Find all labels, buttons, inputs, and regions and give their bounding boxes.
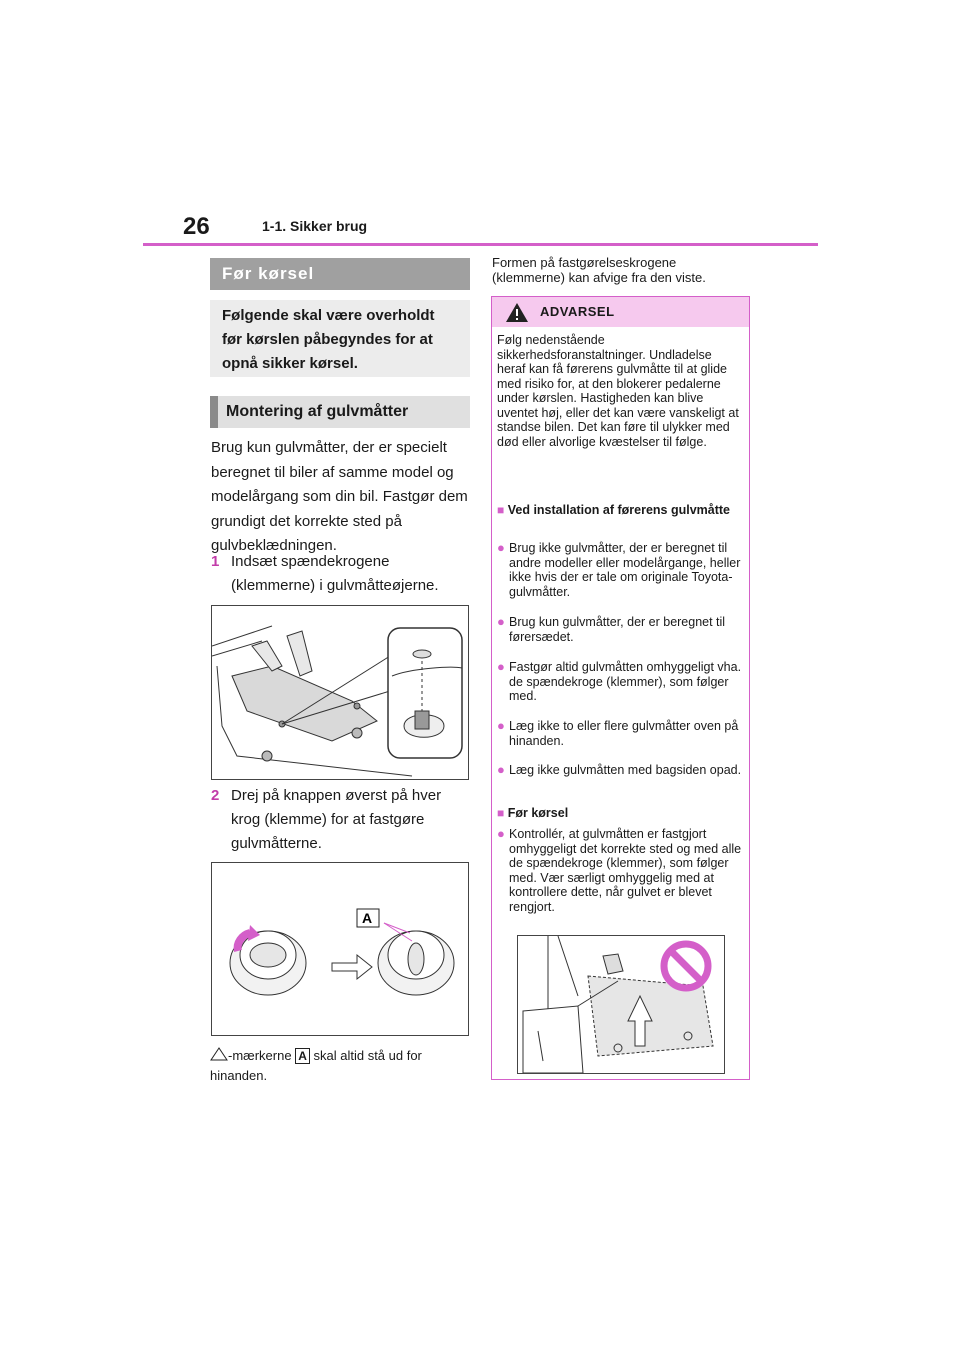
bullet-item xyxy=(497,827,742,914)
section-title: 1-1. Sikker brug xyxy=(262,218,368,234)
bullet-text: Læg ikke to eller flere gulvmåtter oven på hinanden. xyxy=(509,719,739,748)
caption-text-mid: -mærkerne xyxy=(228,1048,292,1063)
subheading-before-driving xyxy=(497,806,742,821)
clamp-shape-note: Formen på fastgørelseskrogene (klemmerne) kan afvige fra den viste. xyxy=(492,255,706,285)
square-bullet-icon: ■ xyxy=(497,806,505,820)
step-number: 1 xyxy=(211,553,220,570)
figure-caption xyxy=(210,1046,472,1086)
bullet-text: Fastgør altid gulvmåtten omhyggeligt vha. de spændekroge (klemmer), som følger med. xyxy=(509,660,742,703)
floor-mat-illustration xyxy=(212,606,468,779)
bullet-text: Kontrollér, at gulvmåtten er fastgjort omhyggeligt det korrekte sted og med alle de spændekroge (klemmer), som følger med. Vær særligt omhyggelig med at kontrollere dette, når gulvet er blevet rengjort. xyxy=(509,827,742,914)
bullet-text: Brug ikke gulvmåtter, der er beregnet til andre modeller eller modelårgange, heller ikke hvis der er tale om originale Toyota-gulvmåtter. xyxy=(509,541,741,599)
bullet-item xyxy=(497,660,742,704)
figure-label-a: A xyxy=(362,910,373,926)
bullet-item xyxy=(497,541,742,599)
dot-bullet-icon: ● xyxy=(497,762,505,777)
dot-bullet-icon: ● xyxy=(497,826,505,841)
bullet-text: Læg ikke gulvmåtten med bagsiden opad. xyxy=(509,763,742,777)
bullet-item xyxy=(497,719,742,748)
figure-incorrect-mat xyxy=(517,935,725,1074)
prohibited-icon xyxy=(664,944,708,988)
warning-header xyxy=(492,297,749,327)
subheading-driver-mat xyxy=(497,503,742,518)
caption-badge-a: A xyxy=(295,1048,310,1064)
square-bullet-icon: ■ xyxy=(497,503,505,517)
page-number: 26 xyxy=(183,213,210,240)
figure-knob-turn xyxy=(211,862,469,1036)
step-1 xyxy=(0,550,480,600)
heading-floor-mats: Montering af gulvmåtter xyxy=(210,396,470,428)
step-text: Indsæt spændekrogene (klemmerne) i gulvmåtteøjerne. xyxy=(231,553,439,594)
clamp-knob-illustration xyxy=(212,863,468,1035)
figure-mat-installation xyxy=(211,605,469,780)
intro-paragraph: Brug kun gulvmåtter, der er specielt beregnet til biler af samme model og modelårgang som din bil. Fastgør dem grundigt det korrekte sted på gulvbeklædningen. xyxy=(211,439,468,554)
heading-before-driving: Før kørsel xyxy=(210,258,470,290)
bullet-text: Brug kun gulvmåtter, der er beregnet til førersædet. xyxy=(509,615,726,644)
prohibited-mat-illustration xyxy=(518,936,724,1073)
warning-title: ADVARSEL xyxy=(540,304,615,319)
step-2 xyxy=(0,784,480,859)
subheading-text: Før kørsel xyxy=(507,806,569,820)
step-number: 2 xyxy=(211,787,220,804)
dot-bullet-icon: ● xyxy=(497,659,505,674)
dot-bullet-icon: ● xyxy=(497,540,505,555)
header-rule xyxy=(143,243,818,246)
dot-bullet-icon: ● xyxy=(497,614,505,629)
bullet-item xyxy=(497,763,742,778)
subheading-text: Ved installation af førerens gulvmåtte xyxy=(507,503,731,517)
triangle-mark-icon xyxy=(210,1047,228,1061)
warning-triangle-icon xyxy=(505,302,529,323)
step-text: Drej på knappen øverst på hver krog (klemme) for at fastgøre gulvmåtterne. xyxy=(231,787,442,852)
bullet-item xyxy=(497,615,742,644)
caption-text-end: skal altid stå ud for hinanden. xyxy=(210,1048,422,1083)
summary-box: Følgende skal være overholdt før kørslen påbegyndes for at opnå sikker kørsel. xyxy=(210,300,470,377)
dot-bullet-icon: ● xyxy=(497,718,505,733)
warning-text: Følg nedenstående sikkerhedsforanstaltninger. Undladelse heraf kan få førerens gulvmåtte til at glide med risiko for, at den blokerer pedalerne under kørslen. Hastigheden kan blive uventet høj, eller det kan være vanskeligt at standse bilen. Det kan føre til ulykker med død eller alvorlige kvæstelser til følge. xyxy=(497,333,739,449)
